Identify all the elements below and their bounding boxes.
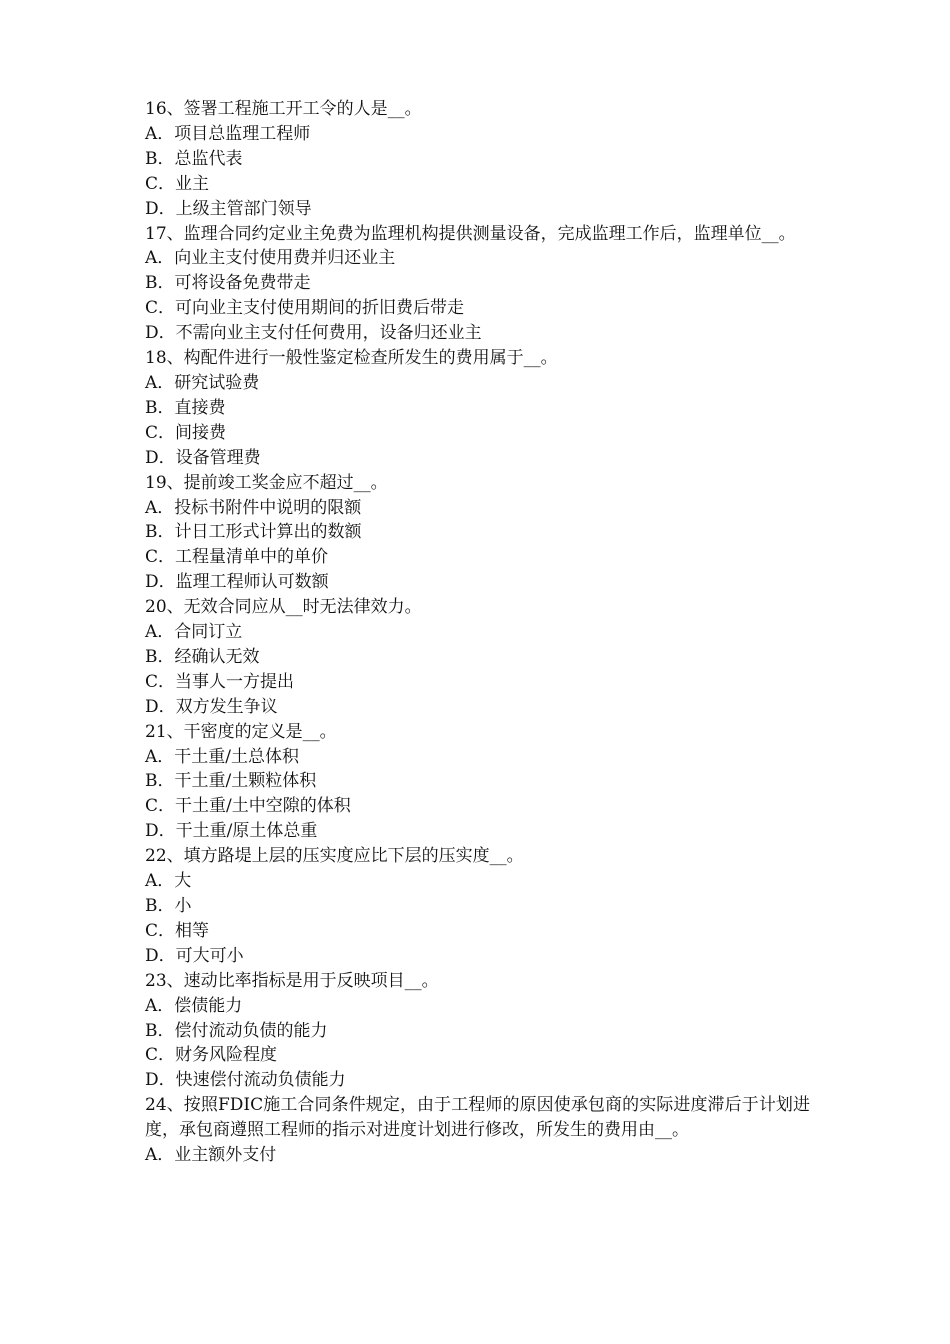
option-24-a: A．业主额外支付 <box>145 1145 277 1166</box>
option-17-d: D．不需向业主支付任何费用，设备归还业主 <box>145 323 482 344</box>
option-18-d: D．设备管理费 <box>145 447 261 468</box>
option-17-b: B．可将设备免费带走 <box>145 273 311 294</box>
option-20-b: B．经确认无效 <box>145 646 260 667</box>
option-18-b: B．直接费 <box>145 397 226 418</box>
option-23-a: A．偿债能力 <box>145 995 243 1016</box>
option-22-d: D．可大可小 <box>145 945 244 966</box>
option-19-a: A．投标书附件中说明的限额 <box>145 497 362 518</box>
question-23: 23、速动比率指标是用于反映项目__。 <box>145 970 439 991</box>
document-page <box>145 97 810 1168</box>
question-19: 19、提前竣工奖金应不超过__。 <box>145 472 388 493</box>
option-20-d: D．双方发生争议 <box>145 696 278 717</box>
option-22-b: B．小 <box>145 896 192 916</box>
option-18-c: C．间接费 <box>145 422 227 443</box>
question-17: 17、监理合同约定业主免费为监理机构提供测量设备，完成监理工作后，监理单位__。 <box>145 223 796 244</box>
option-20-a: A．合同订立 <box>145 622 243 643</box>
option-22-c: C．相等 <box>145 920 210 941</box>
question-16: 16、签署工程施工开工令的人是__。 <box>145 99 422 119</box>
option-19-b: B．计日工形式计算出的数额 <box>145 522 362 543</box>
option-18-a: A．研究试验费 <box>145 372 260 393</box>
question-20: 20、无效合同应从__时无法律效力。 <box>145 597 422 618</box>
option-16-c: C．业主 <box>145 173 210 194</box>
question-24: 24、按照FDIC施工合同条件规定，由于工程师的原因使承包商的实际进度滞后于计划进度，承包商遵照工程师的指示对进度计划进行修改，所发生的费用由__。 <box>145 1095 810 1141</box>
option-17-a: A．向业主支付使用费并归还业主 <box>145 248 396 269</box>
option-21-c: C．干土重/土中空隙的体积 <box>145 796 351 817</box>
question-21: 21、干密度的定义是__。 <box>145 721 337 742</box>
option-22-a: A．大 <box>145 871 192 892</box>
option-21-b: B．干土重/土颗粒体积 <box>145 771 317 792</box>
option-23-c: C．财务风险程度 <box>145 1045 278 1066</box>
question-18: 18、构配件进行一般性鉴定检查所发生的费用属于__。 <box>145 348 558 369</box>
option-19-c: C．工程量清单中的单价 <box>145 547 329 568</box>
option-21-a: A．干土重/土总体积 <box>145 746 300 767</box>
option-19-d: D．监理工程师认可数额 <box>145 572 329 593</box>
option-16-d: D．上级主管部门领导 <box>145 198 312 219</box>
option-23-b: B．偿付流动负债的能力 <box>145 1020 328 1041</box>
option-23-d: D．快速偿付流动负债能力 <box>145 1070 346 1091</box>
option-16-a: A．项目总监理工程师 <box>145 123 311 144</box>
option-21-d: D．干土重/原土体总重 <box>145 821 318 842</box>
option-17-c: C．可向业主支付使用期间的折旧费后带走 <box>145 298 465 319</box>
question-22: 22、填方路堤上层的压实度应比下层的压实度__。 <box>145 846 524 867</box>
option-20-c: C．当事人一方提出 <box>145 671 295 692</box>
option-16-b: B．总监代表 <box>145 148 243 169</box>
